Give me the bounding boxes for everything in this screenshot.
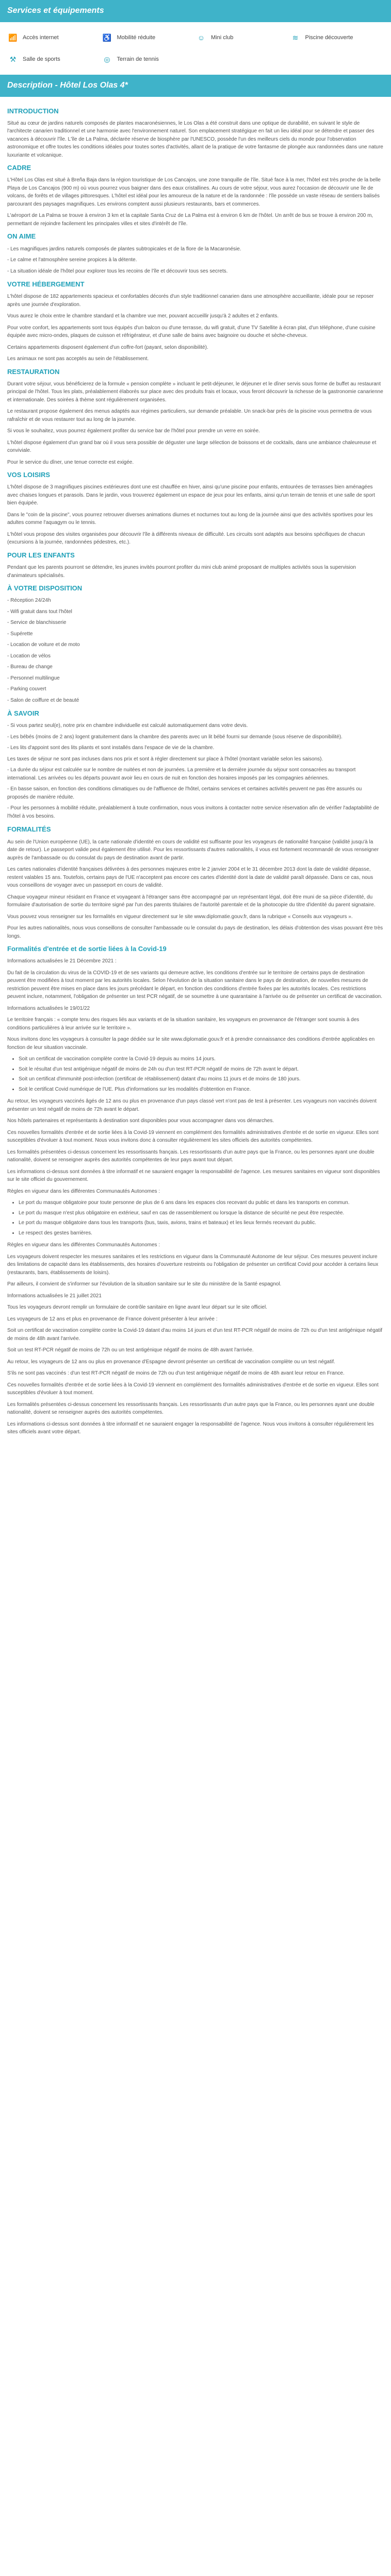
paragraph: Informations actualisées le 21 juillet 2021 bbox=[7, 1293, 102, 1299]
bullet-list bbox=[7, 1199, 384, 1237]
paragraph: L'hôtel dispose également d'un grand bar où il vous sera possible de déguster une large sélection de boissons et de cocktails, dans une ambiance chaleureuse et conviviale. bbox=[7, 439, 377, 454]
paragraph: Soit un test RT-PCR négatif de moins de 72h ou un test antigénique négatif de moins de 48h avant l'arrivée. bbox=[7, 1347, 254, 1353]
paragraph: Par ailleurs, il convient de s'informer sur l'évolution de la situation sanitaire sur le site du ministère de la Santé espagnol. bbox=[7, 1281, 282, 1287]
list-item: - Les lits d'appoint sont des lits pliants et sont installés dans l'espace de vie de la chambre. bbox=[7, 745, 215, 751]
paragraph: L'Hôtel Los Olas est situé à Breña Baja dans la région touristique de Los Cancajos, une zone tranquille de l'île. Situé face à la mer, l'hôtel est très proche de la belle Playa de Los Cancajos (900 m) où vous pourrez vous baigner dans des eaux cristallines. Au cours de votre séjour, vous aurez l'occasion de découvrir une île de volcans, de forêts et de villages pittoresques. L'hôtel est idéal pour les amoureux de la nature et de la randonnée : l'île possède un vaste réseau de sentiers balisés parcourant des paysages magnifiques. Les environs comptent aussi plusieurs restaurants, bars et commerces. bbox=[7, 177, 381, 207]
paragraph: Les voyageurs doivent respecter les mesures sanitaires et les restrictions en vigueur dans la Communauté Autonome de leur séjour. Ces mesures peuvent inclure des limitations de capacité dans les établissements, des horaires d'ouverture restreints ou l'obligation de présenter un certificat Covid pour accéder à certains lieux (restaurants, bars, établissements de loisirs). bbox=[7, 1253, 379, 1276]
paragraph: Ces nouvelles formalités d'entrée et de sortie liées à la Covid-19 viennent en complément des formalités administratives d'entrée et de sortie en vigueur. Elles sont susceptibles d'évoluer à tout moment. bbox=[7, 1382, 379, 1396]
list-item: - Les bébés (moins de 2 ans) logent gratuitement dans la chambre des parents avec un lit bébé fourni sur demande (sous réserve de disponibilité). bbox=[7, 734, 343, 740]
paragraph: Nos hôtels partenaires et représentants à destination sont disponibles pour vous accompagner dans vos démarches. bbox=[7, 1118, 274, 1124]
content-section bbox=[7, 470, 384, 547]
paragraph: Les formalités présentées ci-dessus concernent les ressortissants français. Les ressortissants d'un autre pays que la France, ou les personnes ayant une double nationalité, doivent se renseigner auprès des autorités compétentes. bbox=[7, 1401, 374, 1416]
paragraph: Informations actualisées le 19/01/22 bbox=[7, 1005, 90, 1011]
description-content bbox=[0, 97, 391, 1455]
paragraph: Pendant que les parents pourront se détendre, les jeunes invités pourront profiter du mini club animé proposant de multiples activités sous la supervision d'animateurs spécialisés. bbox=[7, 565, 356, 579]
list-item: - Parking couvert bbox=[7, 686, 46, 692]
list-item: - Salon de coiffure et de beauté bbox=[7, 697, 79, 703]
content-section bbox=[7, 367, 384, 467]
paragraph: Certains appartements disposent également d'un coffre-fort (payant, selon disponibilité). bbox=[7, 344, 208, 350]
amenity-label: Terrain de tennis bbox=[117, 56, 159, 63]
list-item: - Wifi gratuit dans tout l'hôtel bbox=[7, 608, 72, 615]
list-item: • Soit un certificat d'immunité post-infection (certificat de rétablissement) datant d'au moins 11 jours et de moins de 180 jours. bbox=[19, 1075, 384, 1083]
amenity-label: Mobilité réduite bbox=[117, 35, 156, 41]
paragraph: Informations actualisées le 21 Décembre 2021 : bbox=[7, 958, 117, 964]
section-heading: ON AIME bbox=[7, 232, 36, 241]
paragraph: L'hôtel vous propose des visites organisées pour découvrir l'île à différents niveaux de difficulté. Les circuits sont adaptés aux besoins spécifiques de chacun (excursions à la journée, randonnées pédestres, etc.). bbox=[7, 531, 365, 546]
list-item: - Service de blanchisserie bbox=[7, 620, 67, 626]
amenity-item bbox=[102, 32, 196, 44]
list-item: • Soit le résultat d'un test antigénique négatif de moins de 24h ou d'un test RT-PCR négatif de moins de 72h avant le départ. bbox=[19, 1065, 384, 1074]
section-heading: POUR LES ENFANTS bbox=[7, 551, 75, 559]
bullet-list bbox=[7, 1055, 384, 1093]
services-title: Services et équipements bbox=[7, 6, 104, 15]
paragraph: Au retour, les voyageurs vaccinés âgés de 12 ans ou plus en provenance d'un pays classé vert n'ont pas de test à présenter. Les voyageurs non vaccinés doivent présenter un test négatif de moins de 72h avant le départ. bbox=[7, 1098, 377, 1112]
content-section bbox=[7, 163, 384, 228]
paragraph: Règles en vigueur dans les différentes Communautés Autonomes : bbox=[7, 1242, 160, 1248]
paragraph: Règles en vigueur dans les différentes Communautés Autonomes : bbox=[7, 1188, 160, 1194]
list-item: - Si vous partez seul(e), notre prix en chambre individuelle est calculé automatiquement dans votre devis. bbox=[7, 723, 248, 729]
paragraph: Nous invitons donc les voyageurs à consulter la page dédiée sur le site www.diplomatie.gouv.fr et à prendre connaissance des conditions d'entrée applicables en fonction de leur situation vaccinale. bbox=[7, 1037, 375, 1050]
wifi-icon: 📶 bbox=[8, 33, 18, 42]
kids-club-icon: ☺ bbox=[197, 33, 205, 42]
section-heading: VOS LOISIRS bbox=[7, 471, 51, 479]
paragraph: Les formalités présentées ci-dessus concernent les ressortissants français. Les ressortissants d'un autre pays que la France, ou les personnes ayant une double nationalité, doivent se renseigner auprès des autorités compétentes de leur pays avant tout départ. bbox=[7, 1149, 374, 1163]
paragraph: Les informations ci-dessus sont données à titre informatif et ne sauraient engager la responsabilité de l'agence. Nous vous invitons à consulter régulièrement les sites officiels avant votre départ. bbox=[7, 1421, 374, 1435]
list-item: - Location de vélos bbox=[7, 653, 51, 659]
content-section bbox=[7, 550, 384, 580]
amenity-label: Salle de sports bbox=[23, 56, 60, 63]
list-item: - La situation idéale de l'hôtel pour explorer tous les recoins de l'île et découvrir tous ses secrets. bbox=[7, 268, 228, 274]
paragraph: Le territoire français : « compte tenu des risques liés aux variants et de la situation sanitaire, les voyageurs en provenance de l'étranger sont soumis à des conditions particulières à leur arrivée sur le territoire ». bbox=[7, 1017, 360, 1031]
paragraph: Les cartes nationales d'identité françaises délivrées à des personnes majeures entre le 2 janvier 2004 et le 31 décembre 2013 dont la date de validité dépasse, restent valables 15 ans. Toutefois, certains pays de l'UE n'acceptent pas encore ces cartes d'identité dont la date de validité paraît dépassée. Dans ce cas, nous vous conseillons de voyager avec un passeport en cours de validité. bbox=[7, 867, 373, 888]
amenity-label: Accès internet bbox=[23, 35, 59, 41]
section-heading: FORMALITÉS bbox=[7, 825, 51, 834]
list-item: Les taxes de séjour ne sont pas incluses dans nos prix et sont à régler directement sur place à l'hôtel (montant variable selon les saisons). bbox=[7, 756, 323, 762]
content-section bbox=[7, 708, 384, 820]
list-item: • Le respect des gestes barrières. bbox=[19, 1229, 384, 1238]
list-item: - Supérette bbox=[7, 631, 33, 637]
list-item: - Personnel multilingue bbox=[7, 675, 60, 681]
paragraph: Les voyageurs de 12 ans et plus en provenance de France doivent présenter à leur arrivée : bbox=[7, 1316, 218, 1322]
paragraph: Si vous le souhaitez, vous pourrez également profiter du service bar de l'hôtel pour prendre un verre en soirée. bbox=[7, 428, 260, 434]
amenity-item bbox=[196, 32, 290, 44]
list-item: - Le calme et l'atmosphère sereine propices à la détente. bbox=[7, 257, 137, 263]
list-item: - La durée du séjour est calculée sur le nombre de nuitées et non de journées. La première et la dernière journée du séjour sont consacrées au transport international. Les arrivées ou les départs pouvant avoir lieu en cours de nuit en fonction des horaires imposés par les compagnies aériennes. bbox=[7, 767, 356, 781]
section-heading: À VOTRE DISPOSITION bbox=[7, 584, 83, 592]
list-item: • Soit le certificat Covid numérique de l'UE. Plus d'informations sur les modalités d'obtention en France. bbox=[19, 1086, 384, 1094]
paragraph: S'ils ne sont pas vaccinés : d'un test RT-PCR négatif de moins de 72h ou d'un test antigénique négatif de moins de 48h avant leur retour en France. bbox=[7, 1370, 345, 1377]
content-section bbox=[7, 279, 384, 363]
paragraph: Pour le service du dîner, une tenue correcte est exigée. bbox=[7, 459, 134, 465]
line-list bbox=[7, 722, 384, 820]
paragraph: Tous les voyageurs devront remplir un formulaire de contrôle sanitaire en ligne avant leur départ sur le site officiel. bbox=[7, 1304, 267, 1311]
paragraph: Soit un certificat de vaccination complète contre la Covid-19 datant d'au moins 14 jours et d'un test RT-PCR négatif de moins de 72h ou d'un test antigénique négatif de moins de 48h avant l'arrivée. bbox=[7, 1328, 383, 1342]
list-item: - Pour les personnes à mobilité réduite, préalablement à toute confirmation, nous vous invitons à contacter notre service réservation afin de vérifier l'adaptabilité de l'hôtel à vos besoins. bbox=[7, 805, 379, 819]
paragraph: Durant votre séjour, vous bénéficierez de la formule « pension complète » incluant le petit-déjeuner, le déjeuner et le dîner servis sous forme de buffet au restaurant principal de l'hôtel. Tous les plats, préalablement élaborés sur place avec des produits frais et locaux, vous feront découvrir la richesse de la gastronomie canarienne et internationale. Des soirées à thème sont régulièrement organisées. bbox=[7, 381, 383, 403]
line-list bbox=[7, 245, 384, 276]
list-item: • Soit un certificat de vaccination complète contre la Covid-19 depuis au moins 14 jours. bbox=[19, 1055, 384, 1063]
amenity-label: Mini club bbox=[211, 35, 234, 41]
paragraph: Les animaux ne sont pas acceptés au sein de l'établissement. bbox=[7, 356, 149, 362]
amenity-item bbox=[7, 32, 102, 44]
wheelchair-icon: ♿ bbox=[102, 33, 112, 42]
tennis-icon: ◎ bbox=[104, 55, 110, 63]
list-item: • Le port du masque n'est plus obligatoire en extérieur, sauf en cas de rassemblement ou lorsque la distance de sécurité ne peut être respectée. bbox=[19, 1209, 384, 1217]
paragraph: Pour votre confort, les appartements sont tous équipés d'un balcon ou d'une terrasse, du wifi gratuit, d'une TV Satellite à écran plat, d'un téléphone, d'une cuisine équipée avec micro-ondes, plaques de cuisson et réfrigérateur, et d'une salle de bains avec baignoire ou douche et sèche-cheveux. bbox=[7, 325, 376, 339]
paragraph: Au sein de l'Union européenne (UE), la carte nationale d'identité en cours de validité est suffisante pour les voyageurs de nationalité française (validité jusqu'à la date de retour). Le passeport valide peut également être utilisé. Pour les ressortissants d'autres nationalités, il vous est fortement recommandé de vous renseigner auprès de l'ambassade ou du consulat du pays de destination avant de partir. bbox=[7, 839, 379, 861]
section-heading: INTRODUCTION bbox=[7, 107, 59, 115]
paragraph: Chaque voyageur mineur résidant en France et voyageant à l'étranger sans être accompagné par un représentant légal, doit être muni de sa pièce d'identité, du formulaire d'autorisation de sortie du territoire signé par l'un des parents titulaires de l'autorité parentale et de la photocopie du titre d'identité du parent signataire. bbox=[7, 894, 376, 908]
content-section bbox=[7, 231, 384, 275]
list-item: - En basse saison, en fonction des conditions climatiques ou de l'affluence de l'hôtel, certains services et certaines activités peuvent ne pas être assurés ou proposés de manière réduite. bbox=[7, 786, 362, 800]
paragraph: Vous pouvez vous renseigner sur les formalités en vigueur directement sur le site www.diplomatie.gouv.fr, dans la rubrique « Conseils aux voyageurs ». bbox=[7, 913, 353, 920]
paragraph: L'hôtel dispose de 182 appartements spacieux et confortables décorés d'un style traditionnel canarien dans une atmosphère accueillante, idéale pour se reposer après une journée d'exploration. bbox=[7, 294, 374, 308]
amenities-grid bbox=[0, 22, 391, 75]
content-section bbox=[7, 106, 384, 160]
paragraph: Du fait de la circulation du virus de la COVID-19 et de ses variants qui demeure active, les conditions d'entrée sur le territoire de certains pays de destination peuvent être modifiées à tout moment par les autorités locales. Selon l'évolution de la situation sanitaire dans le pays de destination, de nouvelles mesures de restriction peuvent être mises en place dans les jours précédant le départ, en fonction des conditions d'entrée fixées par les autorités locales. Ces restrictions peuvent inclure, notamment, l'obligation de présenter un test PCR négatif, de se soumettre à une quarantaine à l'arrivée ou de présenter un certificat de vaccination. bbox=[7, 970, 383, 1000]
content-section bbox=[7, 583, 384, 704]
section-heading: À SAVOIR bbox=[7, 709, 39, 718]
paragraph: Le restaurant propose également des menus adaptés aux régimes particuliers, sur demande préalable. Un snack-bar près de la piscine vous permettra de vous rafraîchir et de vous restaurer tout au long de la journée. bbox=[7, 409, 372, 422]
paragraph: Les informations ci-dessus sont données à titre informatif et ne sauraient engager la responsabilité de l'agence. Les mesures sanitaires en vigueur sont disponibles sur le site officiel du gouvernement. bbox=[7, 1168, 380, 1183]
services-banner bbox=[0, 0, 391, 22]
content-section bbox=[7, 824, 384, 940]
section-heading: VOTRE HÉBERGEMENT bbox=[7, 280, 85, 289]
amenity-label: Piscine découverte bbox=[305, 35, 353, 41]
paragraph: Situé au cœur de jardins naturels composés de plantes macaronésiennes, le Los Olas a été construit dans une optique de durabilité, en suivant le style de l'architecte canarien traditionnel et une harmonie avec l'environnement naturel. Son emplacement stratégique en fait un lieu idéal pour se détendre et passer des vacances à découvrir l'île. L'île de La Palma, déclarée réserve de biosphère par l'UNESCO, possède l'un des meilleurs ciels du monde pour l'observation astronomique et offre toutes les conditions idéales pour toutes sortes d'activités, allant de la pratique de votre fantasme de plongée aux randonnées dans une nature luxuriante et volcanique. bbox=[7, 120, 383, 158]
amenity-item bbox=[290, 32, 384, 44]
paragraph: L'hôtel dispose de 3 magnifiques piscines extérieures dont une est chauffée en hiver, ainsi qu'une piscine pour enfants, entourées de terrasses bien aménagées avec chaises longues et parasols. Dans le jardin, vous trouverez également un espace de jeux pour les enfants, ainsi qu'un terrain de tennis et une salle de sport bien équipée. bbox=[7, 484, 375, 506]
paragraph: Au retour, les voyageurs de 12 ans ou plus en provenance d'Espagne devront présenter un certificat de vaccination complète ou un test négatif. bbox=[7, 1359, 335, 1365]
pool-icon: ≋ bbox=[292, 33, 299, 42]
list-item: - Les magnifiques jardins naturels composés de plantes subtropicales et de la flore de la Macaronésie. bbox=[7, 246, 241, 252]
dumbbell-icon: ⚒ bbox=[9, 55, 17, 63]
list-item: - Réception 24/24h bbox=[7, 598, 51, 604]
paragraph: Dans le "coin de la piscine", vous pourrez retrouver diverses animations diurnes et nocturnes tout au long de la journée ainsi que des activités sportives pour les adultes comme l'aquagym ou le tennis. bbox=[7, 512, 373, 526]
content-section bbox=[7, 944, 384, 1436]
paragraph: Pour les autres nationalités, nous vous conseillons de consulter l'ambassade ou le consulat du pays de destination, les délais d'obtention des visas pouvant être très longs. bbox=[7, 925, 383, 939]
amenity-item bbox=[102, 54, 196, 65]
paragraph: Ces nouvelles formalités d'entrée et de sortie liées à la Covid-19 viennent en complément des formalités administratives d'entrée et de sortie en vigueur. Elles sont susceptibles d'évoluer à tout moment. Nous vous invitons donc à consulter régulièrement les sites officiels des autorités compétentes. bbox=[7, 1129, 379, 1144]
paragraph: L'aéroport de La Palma se trouve à environ 3 km et la capitale Santa Cruz de La Palma est à environ 6 km de l'hôtel. Un arrêt de bus se trouve à environ 200 m, permettant de rejoindre facilement les principales villes et sites d'intérêt de l'île. bbox=[7, 213, 373, 227]
section-heading: CADRE bbox=[7, 164, 31, 172]
paragraph: Vous aurez le choix entre le chambre standard et la chambre vue mer, pouvant accueillir jusqu'à 2 adultes et 2 enfants. bbox=[7, 313, 279, 319]
line-list bbox=[7, 597, 384, 704]
description-banner bbox=[0, 75, 391, 97]
list-item: • Le port du masque obligatoire dans tous les transports (bus, taxis, avions, trains et bateaux) et les lieux fermés recevant du public. bbox=[19, 1219, 384, 1227]
description-title: Description - Hôtel Los Olas 4* bbox=[7, 80, 128, 90]
list-item: • Le port du masque obligatoire pour toute personne de plus de 6 ans dans les espaces clos recevant du public et dans les transports en commun. bbox=[19, 1199, 384, 1207]
list-item: - Location de voiture et de moto bbox=[7, 642, 80, 648]
list-item: - Bureau de change bbox=[7, 664, 53, 670]
amenity-item bbox=[7, 54, 102, 65]
section-heading: RESTAURATION bbox=[7, 367, 60, 376]
section-heading: Formalités d'entrée et de sortie liées à la Covid-19 bbox=[7, 945, 167, 953]
